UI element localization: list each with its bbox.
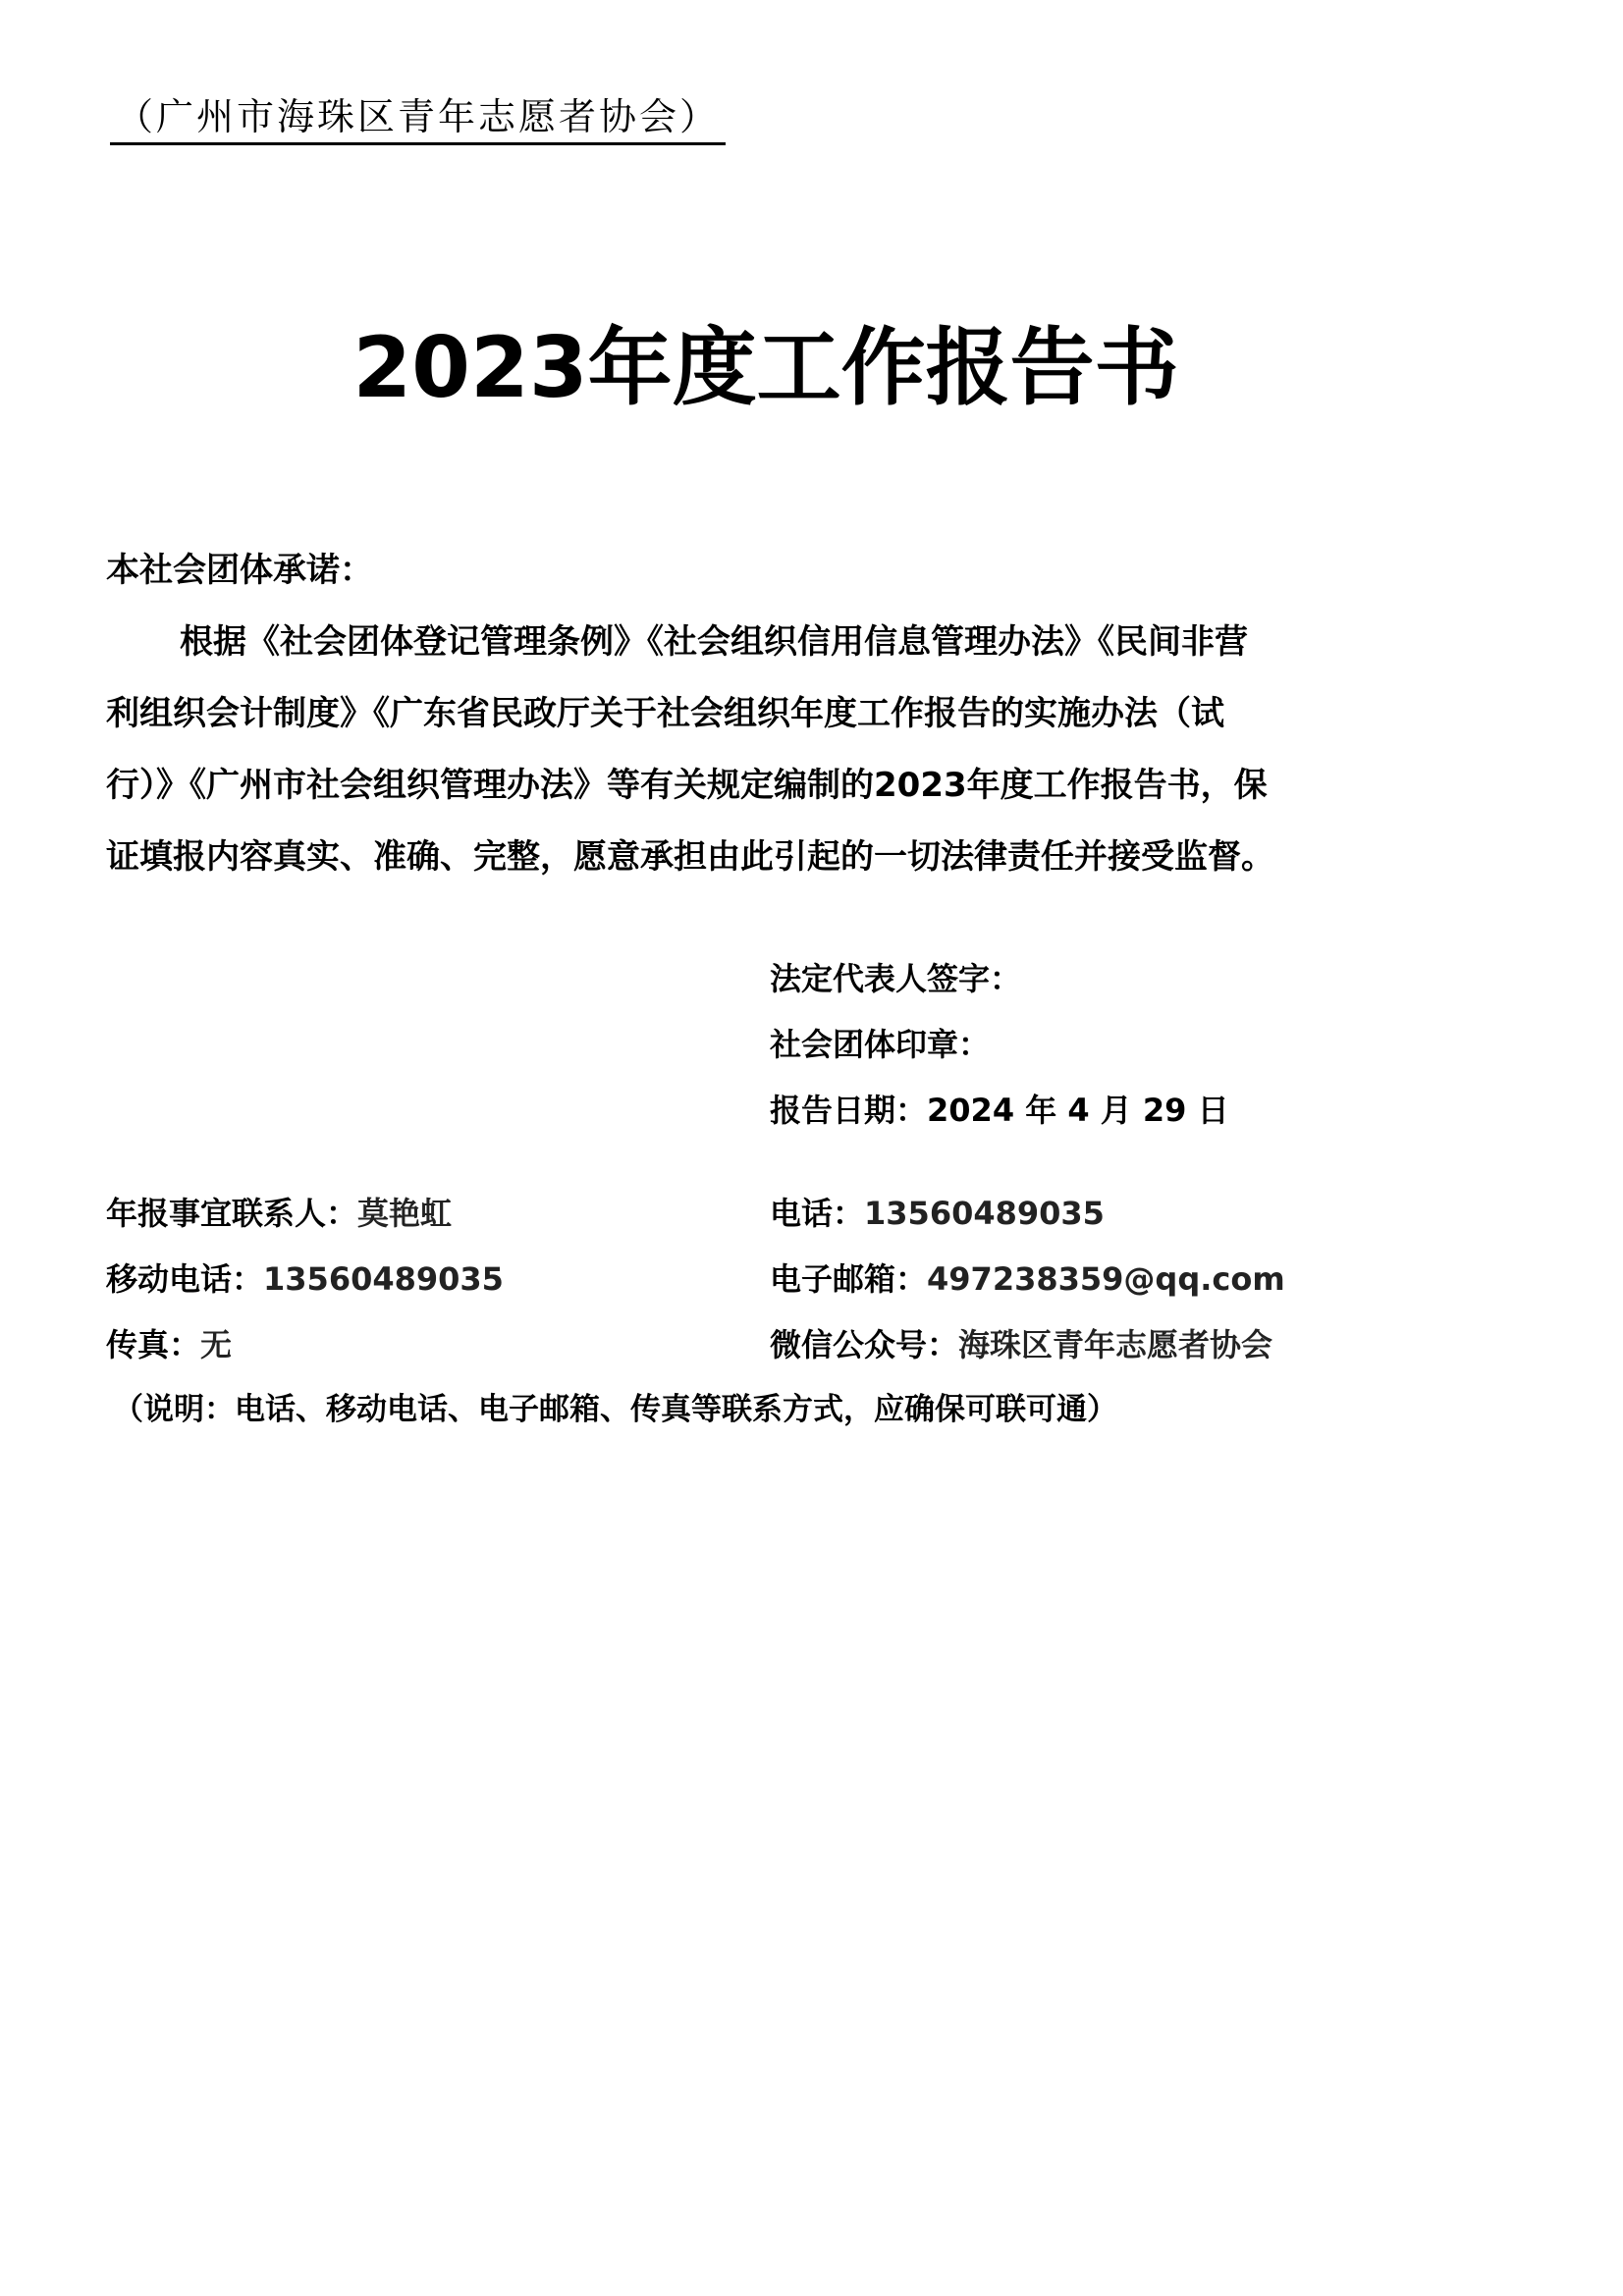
fax-label: 传真： bbox=[106, 1326, 201, 1363]
email-value: 497238359@qq.com bbox=[927, 1260, 1285, 1298]
commitment-line: 行）》《广州市社会组织管理办法》等有关规定编制的2023年度工作报告书，保 bbox=[106, 766, 1268, 805]
commitment-line: 根据《社会团体登记管理条例》《社会组织信用信息管理办法》《民间非营 bbox=[180, 622, 1248, 662]
phone-value: 13560489035 bbox=[864, 1195, 1105, 1232]
mobile-label: 移动电话： bbox=[106, 1260, 264, 1298]
wechat-label: 微信公众号： bbox=[770, 1326, 959, 1363]
signature-block bbox=[770, 946, 1229, 1144]
commitment-line: 证填报内容真实、准确、完整，愿意承担由此引起的一切法律责任并接受监督。 bbox=[106, 837, 1274, 877]
mobile-row bbox=[106, 1255, 504, 1300]
phone-row bbox=[770, 1189, 1105, 1234]
fax-row bbox=[106, 1320, 232, 1365]
seal-label: 社会团体印章： bbox=[770, 1026, 991, 1063]
fax-value: 无 bbox=[200, 1326, 233, 1363]
commitment-body bbox=[106, 607, 1432, 893]
report-date-row bbox=[770, 1078, 1229, 1144]
document-title: 2023年度工作报告书 bbox=[352, 319, 1179, 417]
email-label: 电子邮箱： bbox=[770, 1260, 928, 1298]
report-date-label: 报告日期： bbox=[770, 1092, 928, 1129]
phone-label: 电话： bbox=[770, 1195, 865, 1232]
wechat-value: 海珠区青年志愿者协会 bbox=[958, 1326, 1273, 1363]
wechat-row bbox=[770, 1320, 1272, 1365]
contact-note: （说明：电话、移动电话、电子邮箱、传真等联系方式，应确保可联可通） bbox=[113, 1392, 1117, 1427]
contact-person-row bbox=[106, 1189, 452, 1234]
report-date-value: 2024 年 4 月 29 日 bbox=[927, 1092, 1229, 1129]
contact-person-value: 莫艳虹 bbox=[357, 1195, 453, 1232]
commitment-line: 利组织会计制度》《广东省民政厅关于社会组织年度工作报告的实施办法（试 bbox=[106, 694, 1224, 733]
email-row bbox=[770, 1255, 1285, 1300]
contact-person-label: 年报事宜联系人： bbox=[106, 1195, 358, 1232]
mobile-value: 13560489035 bbox=[263, 1260, 504, 1298]
commitment-heading: 本社会团体承诺： bbox=[106, 551, 373, 590]
organization-name: （广州市海珠区青年志愿者协会） bbox=[110, 86, 726, 145]
legal-rep-signature-label: 法定代表人签字： bbox=[770, 960, 1022, 997]
